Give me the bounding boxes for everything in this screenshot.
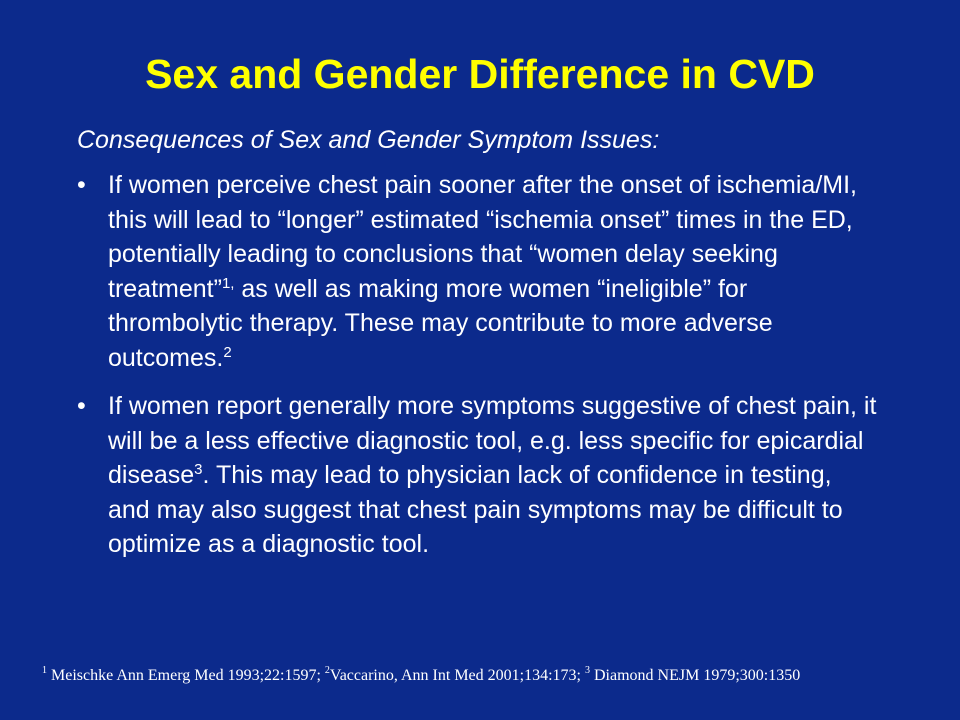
bullet-item [77,168,877,375]
reference-number: 3 [584,665,590,676]
bullet-text: If women report generally more symptoms suggestive of chest pain, it will be a less effective diagnostic tool, e.g. less specific for epicardial disease [108,392,877,489]
bullet-list [77,168,877,562]
bullet-text: If women perceive chest pain sooner after the onset of ischemia/MI, this will lead to “longer” estimated “ischemia onset” times in the ED, potentially leading to conclusions that “women delay seeking treatment” [108,171,857,303]
bullet-dot-icon: • [77,392,86,420]
reference-text: Meischke Ann Emerg Med 1993;22:1597; [47,667,325,684]
slide-subtitle: Consequences of Sex and Gender Symptom Issues: [77,126,660,154]
reference-text: Diamond NEJM 1979;300:1350 [589,667,801,684]
slide-title: Sex and Gender Difference in CVD [145,51,815,97]
reference-number: 1 [42,665,47,676]
citation-superscript: 3 [194,461,203,478]
bullet-item [77,389,877,562]
bullet-text: . This may lead to physician lack of confidence in testing, and may also suggest that chest pain symptoms may be difficult to optimize as a diagnostic tool. [108,461,843,558]
reference-number: 2 [324,665,330,676]
bullet-dot-icon: • [77,171,86,199]
citation-superscript: 2 [223,343,232,361]
reference-text: Vaccarino, Ann Int Med 2001;134:173; [329,667,585,684]
citation-superscript: 1, [221,274,235,292]
references-footnote [42,666,800,686]
bullet-text: as well as making more women “ineligible” for thrombolytic therapy. These may contribute to more adverse outcomes. [108,274,773,372]
